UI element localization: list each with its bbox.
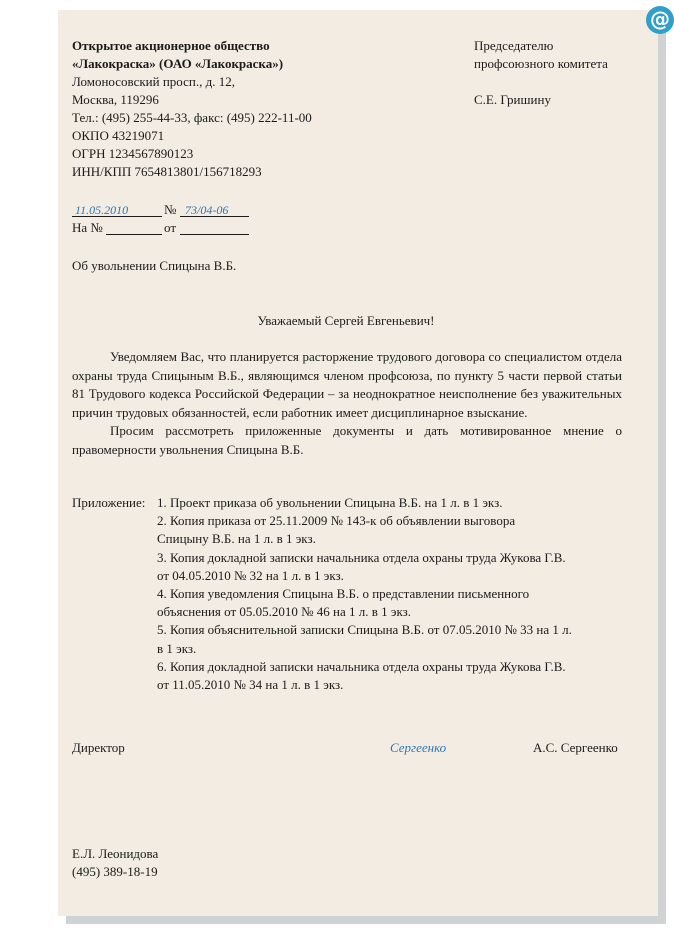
sender-org-line2: «Лакокраска» (ОАО «Лакокраска») bbox=[72, 56, 284, 71]
attachment-line: 6. Копия докладной записки начальника отдела охраны труда Жукова Г.В. bbox=[157, 658, 566, 674]
ref-label: На № bbox=[72, 220, 103, 235]
sender-ogrn: ОГРН 1234567890123 bbox=[72, 146, 194, 161]
subject: Об увольнении Спицына В.Б. bbox=[72, 258, 237, 273]
reg-number-label: № bbox=[164, 202, 177, 217]
body-paragraph-1: Уведомляем Вас, что планируется расторжение трудового договора со специалистом отдела охраны труда Спицыным В.Б., являющимся членом профсоюза, по пункту 5 части первой статьи 81 Трудового кодекса Российской Федерации – за неоднократное неисполнение без уважительных причин трудовых обязанностей, если работник имеет дисциплинарное взыскание. bbox=[72, 349, 622, 420]
recipient-line2: профсоюзного комитета bbox=[474, 56, 608, 71]
sender-okpo: ОКПО 43219071 bbox=[72, 128, 165, 143]
attachments-label: Приложение: bbox=[72, 495, 146, 510]
body-paragraph-2: Просим рассмотреть приложенные документы и дать мотивированное мнение о правомерности увольнения Спицына В.Б. bbox=[72, 423, 622, 457]
attachment-line: 3. Копия докладной записки начальника отдела охраны труда Жукова Г.В. bbox=[157, 549, 566, 565]
attachment-line: объяснения от 05.05.2010 № 46 на 1 л. в 1 экз. bbox=[157, 604, 412, 620]
at-sign-logo-icon: @ bbox=[646, 6, 674, 34]
ref-number-underline bbox=[106, 234, 162, 235]
attachments-list bbox=[157, 494, 572, 694]
recipient-line1: Председателю bbox=[474, 38, 554, 53]
attachment-line: в 1 экз. bbox=[157, 640, 197, 656]
handwritten-signature: Сергеенко bbox=[390, 740, 447, 755]
reg-number: 73/04-06 bbox=[185, 203, 229, 217]
signature-name: А.С. Сергеенко bbox=[533, 740, 618, 755]
sender-inn: ИНН/КПП 7654813801/156718293 bbox=[72, 164, 262, 179]
attachment-line: от 04.05.2010 № 32 на 1 л. в 1 экз. bbox=[157, 567, 344, 583]
attachment-line: 1. Проект приказа об увольнении Спицына В.Б. на 1 л. в 1 экз. bbox=[157, 495, 503, 510]
letter-body bbox=[72, 348, 622, 459]
greeting: Уважаемый Сергей Евгеньевич! bbox=[257, 313, 435, 328]
attachment-line: 2. Копия приказа от 25.11.2009 № 143-к об объявлении выговора bbox=[157, 513, 516, 529]
reg-date: 11.05.2010 bbox=[75, 203, 129, 217]
attachment-line: 5. Копия объяснительной записки Спицына В.Б. от 07.05.2010 № 33 на 1 л. bbox=[157, 622, 572, 638]
attachment-line: Спицыну В.Б. на 1 л. в 1 экз. bbox=[157, 531, 316, 547]
ref-from-label: от bbox=[164, 220, 177, 235]
reg-date-underline bbox=[72, 216, 162, 217]
executor-phone: (495) 389-18-19 bbox=[72, 864, 158, 879]
recipient-name: С.Е. Гришину bbox=[474, 92, 551, 107]
sender-org-line1: Открытое акционерное общество bbox=[72, 38, 270, 53]
sender-address1: Ломоносовский просп., д. 12, bbox=[72, 74, 235, 89]
executor-name: Е.Л. Леонидова bbox=[72, 846, 159, 861]
sender-phone: Тел.: (495) 255-44-33, факс: (495) 222-11-00 bbox=[72, 110, 312, 125]
signature-position: Директор bbox=[72, 740, 125, 755]
reg-number-underline bbox=[180, 216, 249, 217]
attachment-line: 4. Копия уведомления Спицына В.Б. о представлении письменного bbox=[157, 586, 530, 602]
attachment-line: от 11.05.2010 № 34 на 1 л. в 1 экз. bbox=[157, 677, 344, 693]
sender-address2: Москва, 119296 bbox=[72, 92, 159, 107]
ref-date-underline bbox=[180, 234, 249, 235]
